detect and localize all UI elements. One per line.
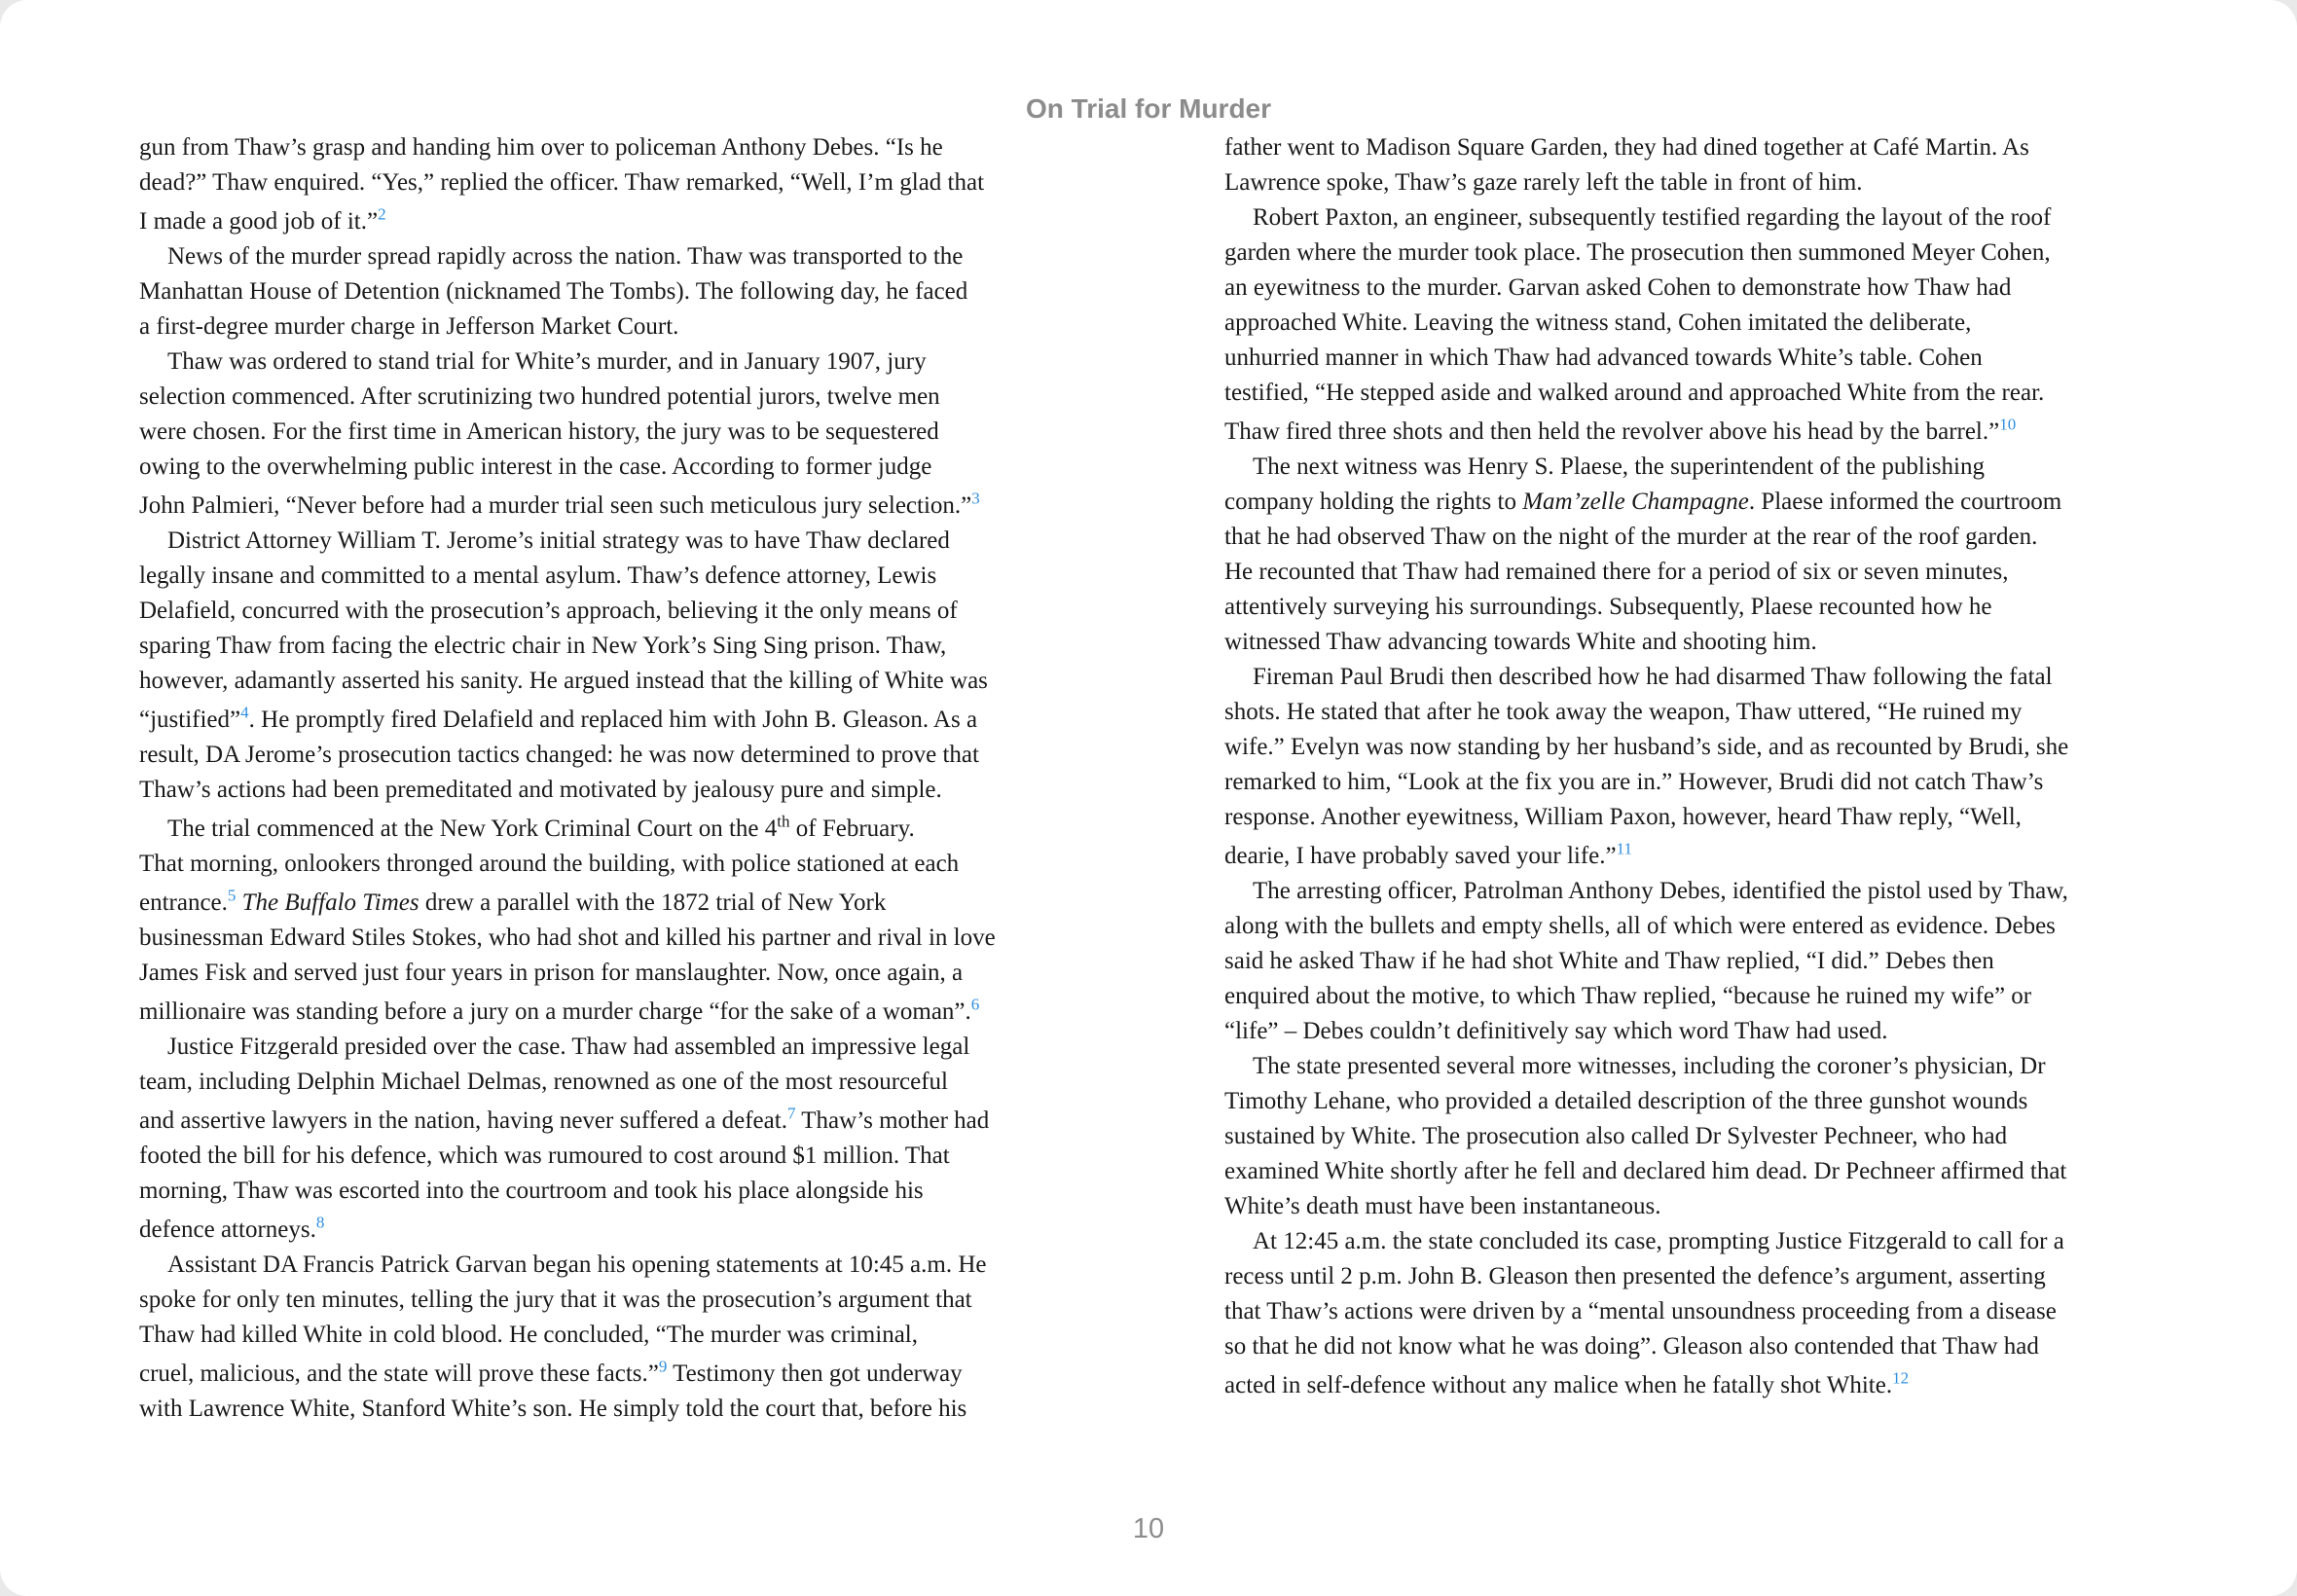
text-run: legally insane and committed to a mental asylum. Thaw’s defence attorney, Lewis [139,562,937,589]
text-run: unhurried manner in which Thaw had advanced towards White’s table. Cohen [1224,345,1983,371]
text-run: enquired about the motive, to which Thaw replied, “because he ruined my wife” or [1224,983,2032,1009]
text-run: Delafield, concurred with the prosecution’s approach, believing it the only means of [139,598,958,624]
text-run: Fireman Paul Brudi then described how he had disarmed Thaw following the fatal [1253,664,2053,690]
text-line [1224,625,2068,660]
text-line [139,345,996,380]
text-line [139,559,996,594]
text-run: selection commenced. After scrutinizing two hundred potential jurors, twelve men [139,383,940,410]
text-line [1224,306,2068,341]
left-column [139,130,996,1427]
footnote-link[interactable]: 11 [1616,839,1632,858]
text-run: response. Another eyewitness, William Paxon, however, heard Thaw reply, “Well, [1224,804,2022,830]
text-line [1224,979,2068,1014]
footnote-link[interactable]: 7 [786,1104,796,1123]
text-line [139,380,996,415]
paragraph [1224,130,2068,200]
text-run: spoke for only ten minutes, telling the jury that it was the prosecution’s argument that [139,1287,972,1313]
footnote-link[interactable]: 5 [227,886,237,905]
footnote-link[interactable]: 3 [971,489,980,508]
text-line [139,524,996,559]
text-run: Timothy Lehane, who provided a detailed description of the three gunshot wounds [1224,1088,2028,1114]
text-run: approached White. Leaving the witness stand, Cohen imitated the deliberate, [1224,309,1972,336]
text-run: footed the bill for his defence, which was rumoured to cost around $1 million. That [139,1143,950,1169]
text-run: said he asked Thaw if he had shot White and Thaw replied, “I did.” Debes then [1224,948,1994,974]
text-line [1224,1189,2068,1224]
text-run: James Fisk and served just four years in prison for manslaughter. Now, once again, a [139,960,964,986]
text-line [1224,236,2068,271]
text-line [1224,765,2068,800]
footnote-link[interactable]: 6 [970,995,980,1014]
text-line [1224,1224,2068,1259]
text-run: result, DA Jerome’s prosecution tactics changed: he was now determined to prove that [139,742,979,768]
text-line [139,239,996,274]
paragraph [139,239,996,345]
text-run: Testimony then got underway [667,1360,963,1387]
text-run: however, adamantly asserted his sanity. He argued instead that the killing of White was [139,668,988,694]
text-line [139,991,996,1030]
text-line [139,415,996,450]
text-line [139,1318,996,1353]
text-line [1224,341,2068,376]
text-line [139,738,996,773]
text-run: The state presented several more witnesses, including the coroner’s physician, Dr [1253,1053,2046,1079]
text-run: businessman Edward Stiles Stokes, who had shot and killed his partner and rival in love [139,925,996,951]
text-run: that he had observed Thaw on the night of the murder at the rear of the roof garden. [1224,524,2038,550]
text-line [139,1174,996,1209]
running-header-title: On Trial for Murder [1025,93,1272,124]
text-run: Thaw’s mother had [795,1107,990,1134]
text-line [1224,800,2068,835]
text-line [139,130,996,165]
text-run: wife.” Evelyn was now standing by her husband’s side, and as recounted by Brudi, she [1224,734,2069,760]
text-run: drew a parallel with the 1872 trial of New York [419,889,887,916]
text-line [139,808,996,847]
text-line [1224,271,2068,306]
text-run: company holding the rights to [1224,489,1523,515]
text-run: dead?” Thaw enquired. “Yes,” replied the officer. Thaw remarked, “Well, I’m glad that [139,169,985,196]
text-line [1224,200,2068,236]
text-run: Assistant DA Francis Patrick Garvan began his opening statements at 10:45 a.m. He [167,1251,987,1278]
text-line [1224,1014,2068,1049]
text-run: The next witness was Henry S. Plaese, the superintendent of the publishing [1253,453,1985,480]
text-run: At 12:45 a.m. the state concluded its case, prompting Justice Fitzgerald to call for a [1253,1228,2064,1254]
text-run: team, including Delphin Michael Delmas, renowned as one of the most resourceful [139,1069,949,1095]
text-run: Thaw’s actions had been premeditated and motivated by jealousy pure and simple. [139,777,942,803]
text-line [1224,1364,2068,1403]
text-run: defence attorneys. [139,1216,316,1243]
text-run: cruel, malicious, and the state will prove these facts.” [139,1360,659,1387]
text-line [1224,1084,2068,1119]
paragraph [139,130,996,239]
text-run: Thaw had killed White in cold blood. He concluded, “The murder was criminal, [139,1322,918,1348]
text-line [1224,874,2068,909]
text-line [1224,660,2068,695]
text-run: witnessed Thaw advancing towards White and shooting him. [1224,629,1817,655]
text-run: . Plaese informed the courtroom [1748,489,2062,515]
text-line [139,1353,996,1392]
text-line [1224,130,2068,165]
italic-title: Mam’zelle Champagne [1522,489,1749,515]
footnote-link[interactable]: 2 [378,204,386,224]
text-run: garden where the murder took place. The prosecution then summoned Meyer Cohen, [1224,239,2051,266]
text-line [1224,695,2068,730]
text-line [1224,1154,2068,1189]
text-run: owing to the overwhelming public interest in the case. According to former judge [139,453,932,480]
text-run: father went to Madison Square Garden, they had dined together at Café Martin. As [1224,134,2029,161]
text-run: an eyewitness to the murder. Garvan asked Cohen to demonstrate how Thaw had [1224,274,2012,301]
text-run: . He promptly fired Delafield and replaced him with John B. Gleason. As a [248,707,978,733]
text-run: “life” – Debes couldn’t definitively say which word Thaw had used. [1224,1018,1888,1044]
text-line [139,1392,996,1427]
text-run: District Attorney William T. Jerome’s initial strategy was to have Thaw declared [167,527,950,554]
text-run: “justified” [139,707,241,733]
text-run: Robert Paxton, an engineer, subsequently testified regarding the layout of the roof [1253,204,2052,231]
text-run: I made a good job of it.” [139,208,379,235]
footnote-link[interactable]: 12 [1892,1368,1910,1388]
ordinal-suffix: th [777,812,790,831]
text-line [1224,1049,2068,1084]
text-line [1224,1294,2068,1329]
text-line [1224,450,2068,485]
text-run: millionaire was standing before a jury on a murder charge “for the sake of a woman”. [139,998,971,1025]
text-run: attentively surveying his surroundings. Subsequently, Plaese recounted how he [1224,594,1992,620]
text-run: gun from Thaw’s grasp and handing him over to policeman Anthony Debes. “Is he [139,134,943,161]
text-run: testified, “He stepped aside and walked around and approached White from the rear. [1224,380,2045,406]
paragraph [139,345,996,524]
text-run: along with the bullets and empty shells, all of which were entered as evidence. Debes [1224,913,2056,939]
text-line [1224,1329,2068,1364]
footnote-link[interactable]: 10 [1999,415,2017,434]
text-run: and assertive lawyers in the nation, having never suffered a defeat. [139,1107,787,1134]
text-run: White’s death must have been instantaneous. [1224,1193,1661,1219]
italic-title: The Buffalo Times [241,889,419,916]
text-line [139,450,996,485]
text-run: entrance. [139,889,228,916]
text-run: That morning, onlookers thronged around the building, with police stationed at each [139,851,960,877]
text-run: that Thaw’s actions were driven by a “mental unsoundness proceeding from a disease [1224,1298,2057,1324]
text-line [139,773,996,808]
paragraph [1224,1224,2068,1403]
text-line [1224,1259,2068,1294]
text-line [139,309,996,345]
text-run: Justice Fitzgerald presided over the case. Thaw had assembled an impressive legal [167,1034,970,1060]
footnote-link[interactable]: 4 [240,703,249,722]
paragraph [139,808,996,1030]
text-run: Lawrence spoke, Thaw’s gaze rarely left the table in front of him. [1224,169,1863,196]
text-line [1224,835,2068,874]
text-line [139,921,996,956]
footnote-link[interactable]: 9 [658,1357,668,1376]
text-line [1224,376,2068,411]
paragraph [139,524,996,808]
text-line [139,1100,996,1139]
text-line [1224,730,2068,765]
text-run: so that he did not know what he was doing”. Gleason also contended that Thaw had [1224,1333,2039,1360]
text-line [139,274,996,309]
text-run: Thaw fired three shots and then held the revolver above his head by the barrel.” [1224,418,2000,445]
text-line [1224,909,2068,944]
text-line [139,1283,996,1318]
footnote-link[interactable]: 8 [315,1213,325,1232]
text-line [139,1209,996,1248]
text-run: Manhattan House of Detention (nicknamed The Tombs). The following day, he faced [139,278,968,305]
text-run: of February. [789,816,915,842]
right-column [1224,130,2068,1403]
text-run: a first-degree murder charge in Jefferson Market Court. [139,313,679,340]
text-line [139,1030,996,1065]
text-run: News of the murder spread rapidly across the nation. Thaw was transported to the [167,243,964,270]
paragraph [1224,874,2068,1049]
text-line [1224,485,2068,520]
text-line [139,629,996,664]
text-run: Thaw was ordered to stand trial for White’s murder, and in January 1907, jury [167,348,927,375]
paragraph [1224,660,2068,874]
text-line [139,956,996,991]
text-line [139,882,996,921]
text-run: morning, Thaw was escorted into the courtroom and took his place alongside his [139,1178,924,1204]
paragraph [1224,450,2068,660]
text-line [139,485,996,524]
text-line [1224,555,2068,590]
text-run: John Palmieri, “Never before had a murder trial seen such meticulous jury selection.” [139,492,972,519]
text-line [139,594,996,629]
text-run: were chosen. For the first time in American history, the jury was to be sequestered [139,418,939,445]
text-run: sparing Thaw from facing the electric chair in New York’s Sing Sing prison. Thaw, [139,633,947,659]
text-run: shots. He stated that after he took away the weapon, Thaw uttered, “He ruined my [1224,699,2023,725]
text-run: examined White shortly after he fell and declared him dead. Dr Pechneer affirmed that [1224,1158,2067,1184]
text-run: acted in self-defence without any malice when he fatally shot White. [1224,1372,1893,1398]
text-line [1224,165,2068,200]
text-line [1224,520,2068,555]
paragraph [139,1030,996,1248]
text-run: with Lawrence White, Stanford White’s son. He simply told the court that, before his [139,1396,967,1422]
text-line [139,1248,996,1283]
text-line [139,847,996,882]
text-run: dearie, I have probably saved your life.” [1224,843,1617,869]
text-run: The trial commenced at the New York Criminal Court on the 4 [167,816,778,842]
paragraph [1224,1049,2068,1224]
page-number: 10 [1132,1513,1165,1544]
text-line [139,699,996,738]
paragraph [139,1248,996,1427]
text-line [1224,944,2068,979]
text-line [139,165,996,200]
text-run: recess until 2 p.m. John B. Gleason then presented the defence’s argument, asserting [1224,1263,2046,1289]
text-line [139,1065,996,1100]
text-line [1224,411,2068,450]
text-run: sustained by White. The prosecution also called Dr Sylvester Pechneer, who had [1224,1123,2008,1149]
text-line [139,200,996,239]
text-line [139,664,996,699]
text-line [1224,590,2068,625]
text-run: The arresting officer, Patrolman Anthony Debes, identified the pistol used by Thaw, [1253,878,2068,904]
text-run: He recounted that Thaw had remained there for a period of six or seven minutes, [1224,559,2009,585]
paragraph [1224,200,2068,450]
text-line [1224,1119,2068,1154]
text-line [139,1139,996,1174]
text-run: remarked to him, “Look at the fix you are in.” However, Brudi did not catch Thaw’s [1224,769,2044,795]
